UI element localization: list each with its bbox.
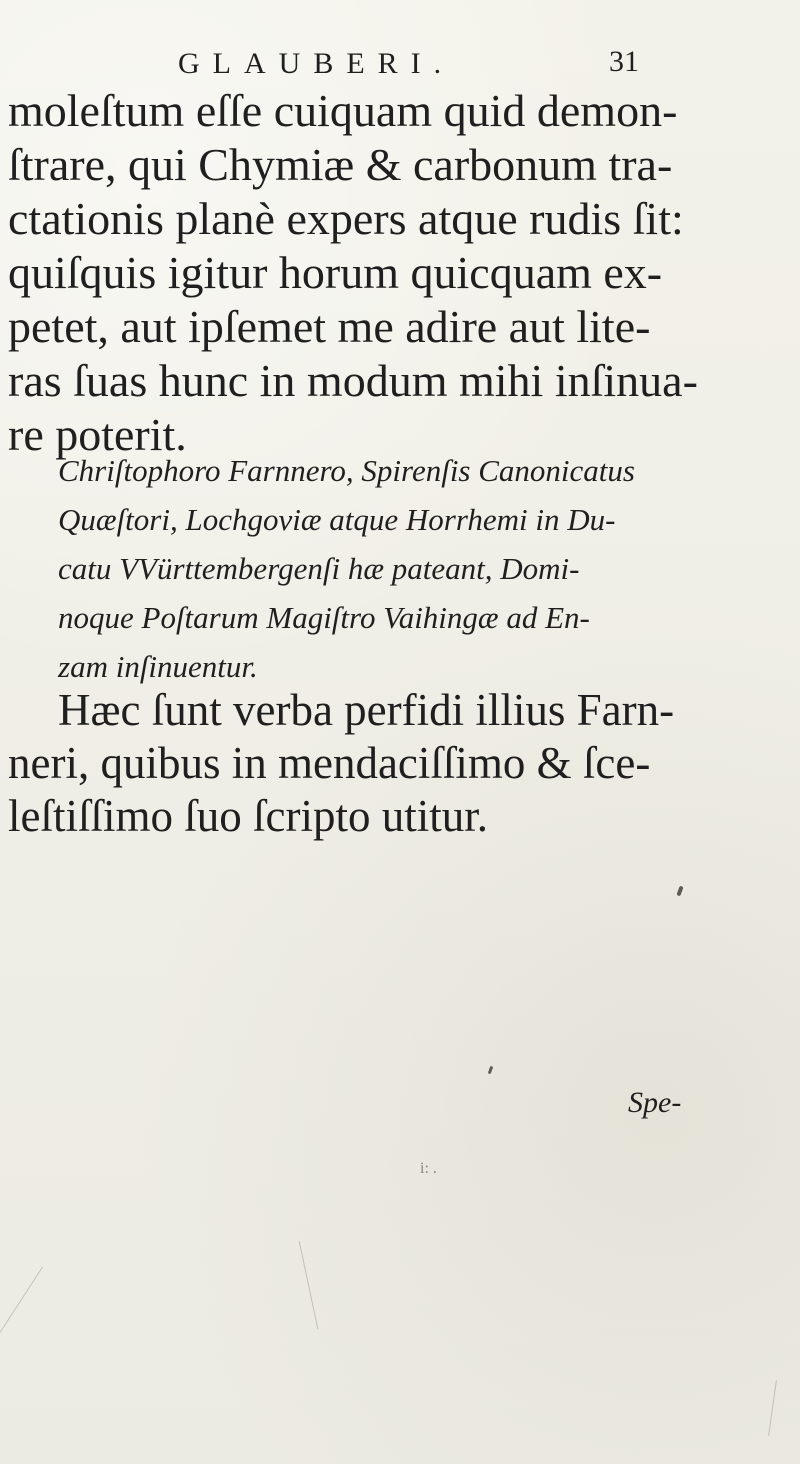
paragraph-line: quiſquis igitur horum quicquam ex- — [8, 247, 663, 298]
paragraph-line: moleſtum eſſe cuiquam quid demon- — [8, 85, 678, 136]
paragraph-line: petet, aut ipſemet me adire aut lite- — [8, 301, 651, 352]
paragraph-line: zam inſinuentur. — [58, 649, 258, 684]
paragraph-line: neri, quibus in mendaciſſimo & ſce- — [8, 738, 651, 788]
paper-scratch — [768, 1380, 777, 1436]
catchword: Spe- — [628, 1086, 682, 1119]
running-title: GLAUBERI. — [178, 47, 455, 80]
faint-marks: i: . — [420, 1160, 437, 1177]
paragraph-line: Hæc ſunt verba perfidi illius Farn- — [58, 685, 675, 735]
paragraph-1 — [8, 84, 768, 462]
paragraph-line: noque Poſtarum Magiſtro Vaihingæ ad En- — [58, 600, 590, 635]
ink-spot — [676, 886, 683, 897]
paragraph-line: Chriſtophoro Farnnero, Spirenſis Canonicatus — [58, 453, 635, 488]
paragraph-line: re poterit. — [8, 409, 187, 460]
paragraph-line: Quæſtori, Lochgoviæ atque Horrhemi in Du- — [58, 502, 616, 537]
paper-scratch — [0, 1267, 43, 1341]
paragraph-line: catu VVürttembergenſi hæ pateant, Domi- — [58, 551, 580, 586]
page-number: 31 — [609, 45, 639, 78]
paper-scratch — [299, 1241, 319, 1329]
paragraph-line: ctationis planè expers atque rudis ſit: — [8, 193, 684, 244]
paragraph-line: ras ſuas hunc in modum mihi inſinua- — [8, 355, 698, 406]
ink-spot — [488, 1066, 494, 1075]
paragraph-line: ſtrare, qui Chymiæ & carbonum tra- — [8, 139, 673, 190]
paragraph-line: leſtiſſimo ſuo ſcripto utitur. — [8, 791, 488, 841]
paragraph-2-italic — [58, 446, 778, 691]
paragraph-3 — [8, 684, 778, 843]
